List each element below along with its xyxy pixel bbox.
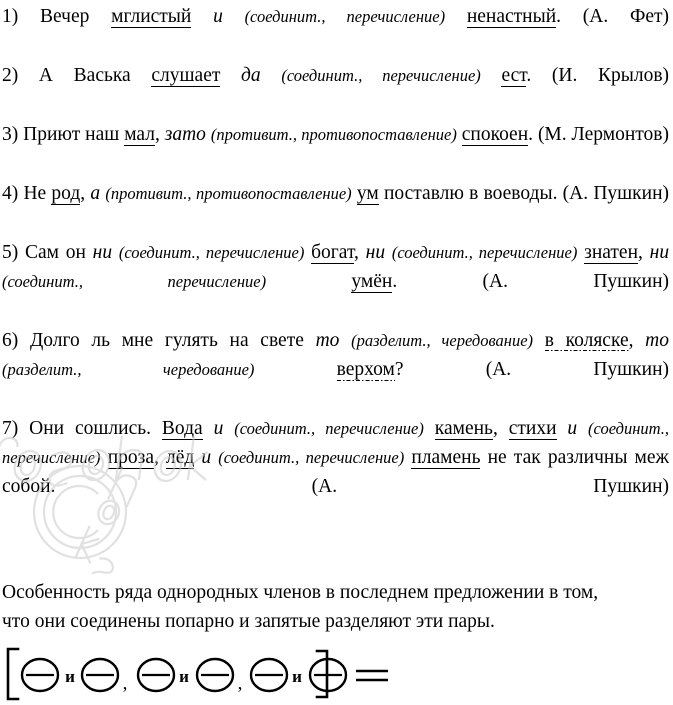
sentence-text: Сам он: [25, 241, 93, 263]
sentence-text: [220, 65, 241, 86]
explanation-line-1: Особенность ряда однородных членов в последнем предложении в том,: [2, 581, 599, 603]
sentence-text: [445, 6, 467, 27]
scheme-conjunction-1: и: [65, 666, 75, 686]
sentence-text: ,: [354, 241, 366, 263]
sentence-text: [481, 65, 502, 86]
sentence-text: ,: [153, 447, 166, 469]
scheme-member-2: [82, 659, 118, 691]
exercise-item: [2, 61, 669, 119]
conjunction-word: ни: [365, 241, 386, 263]
conjunction-word: зато: [164, 123, 206, 145]
explanation-line-2: что они соединены попарно и запятые разделяют эти пары.: [2, 611, 495, 633]
underlined-member: умён: [351, 270, 393, 292]
sentence-text: [112, 242, 119, 263]
conjunction-gloss: (соединит., перечисление): [118, 242, 305, 262]
underlined-member: род: [51, 182, 81, 204]
exercise-item: [2, 414, 669, 531]
exercise-number: 3): [2, 123, 19, 145]
sentence-text: [339, 330, 351, 351]
sentence-text: . (М. Лермонтов): [528, 123, 669, 145]
scheme-conjunction-2: и: [179, 666, 189, 686]
sentence-text: [191, 6, 213, 27]
sentence-text: Они сошлись.: [29, 417, 162, 439]
exercise-number: 1): [2, 6, 19, 27]
sentence-text: [266, 271, 351, 292]
conjunction-gloss: (разделит., чередование): [2, 359, 255, 379]
conjunction-gloss: (противит., противопоставление): [105, 183, 352, 203]
sentence-text: . (А. Пушкин): [392, 270, 670, 292]
underlined-member: богат: [311, 241, 355, 263]
sentence-text: Вечер: [39, 6, 112, 27]
scheme-predicate-symbol: [356, 671, 388, 680]
sentence-text: Долго ль мне гулять на свете: [29, 329, 316, 351]
underlined-member: стихи: [508, 417, 557, 439]
sentence-text: [577, 418, 588, 439]
sentence-text: [557, 418, 568, 439]
sentence-text: поставлю в воеводы. (А. Пушкин): [378, 182, 670, 204]
underlined-member: камень: [434, 417, 493, 439]
sentence-text: А Васька: [38, 64, 152, 86]
exercise-item: [2, 179, 669, 237]
underlined-member: слушает: [151, 64, 221, 86]
conjunction-word: то: [315, 329, 340, 351]
underlined-member: знатен: [584, 241, 639, 263]
underlined-member: мглистый: [111, 6, 192, 27]
exercise-list: [2, 2, 669, 531]
underlined-member: лёд: [165, 447, 195, 469]
underlined-member: Вода: [161, 417, 203, 439]
underlined-member: ненастный: [466, 6, 557, 27]
exercise-number: 5): [2, 241, 19, 263]
conjunction-gloss: (соединит., перечисление): [2, 418, 670, 468]
scheme-comma-1: ,: [122, 672, 128, 694]
sentence-text: не так различны меж собой. (А. Пушкин): [2, 447, 670, 498]
exercise-number: 7): [2, 417, 19, 439]
conjunction-gloss: (разделит., чередование): [351, 330, 534, 350]
sentence-text: . (А. Фет): [556, 6, 670, 27]
sentence-text: [223, 6, 245, 27]
dashdot-underlined-member: верхом: [336, 358, 395, 380]
exercise-number: 6): [2, 329, 19, 351]
underlined-member: спокоен: [461, 123, 529, 145]
sentence-text: ,: [638, 241, 650, 263]
scheme-member-5: [251, 659, 287, 691]
underlined-member: ум: [356, 182, 379, 204]
underlined-member: пламень: [411, 447, 481, 469]
conjunction-gloss: (противит., противопоставление): [210, 124, 457, 144]
conjunction-word: ни: [649, 241, 670, 263]
exercise-item: [2, 238, 669, 326]
exercise-number: 2): [2, 64, 19, 86]
exercise-number: 4): [2, 182, 19, 204]
sentence-text: ,: [492, 417, 509, 439]
conjunction-gloss: (соединит., перечисление): [391, 242, 578, 262]
sentence-text: Не: [23, 182, 52, 204]
conjunction-gloss: (соединит., перечисление): [234, 418, 424, 438]
sentence-text: ,: [80, 182, 91, 204]
conjunction-word: и: [567, 417, 578, 439]
sentence-text: Приют наш: [23, 123, 125, 145]
conjunction-word: и: [213, 6, 223, 27]
scheme-open-bracket: [8, 649, 18, 699]
scheme-member-3: [138, 659, 174, 691]
sentence-text: [424, 418, 435, 439]
explanation-block: [2, 578, 669, 637]
conjunction-word: да: [241, 64, 261, 86]
sentence-text: . (И. Крылов): [526, 64, 670, 86]
sentence-text: [533, 330, 545, 351]
sentence-text: [261, 65, 282, 86]
scheme-conjunction-3: и: [292, 666, 302, 686]
conjunction-gloss: (соединит., перечисление): [244, 7, 446, 26]
exercise-item: [2, 2, 669, 60]
scheme-member-1: [22, 659, 58, 691]
underlined-member: проза: [107, 447, 154, 469]
sentence-text: [101, 447, 108, 468]
conjunction-word: то: [645, 329, 670, 351]
dashdot-underlined-member: в коляске: [544, 329, 629, 351]
exercise-item: [2, 120, 669, 178]
conjunction-word: а: [90, 182, 101, 204]
sentence-text: ,: [154, 123, 165, 145]
sentence-text: [385, 242, 392, 263]
conjunction-word: ни: [92, 241, 113, 263]
underlined-member: ест: [501, 64, 527, 86]
conjunction-gloss: (соединит., перечисление): [218, 448, 405, 468]
conjunction-word: и: [201, 447, 212, 469]
sentence-text: [223, 418, 234, 439]
underlined-member: мал: [124, 123, 155, 145]
conjunction-gloss: (соединит., перечисление): [2, 271, 267, 291]
scheme-comma-2: ,: [237, 672, 243, 694]
scheme-member-4: [197, 659, 233, 691]
conjunction-word: и: [213, 417, 224, 439]
sentence-text: [203, 418, 214, 439]
sentence-text: ? (А. Пушкин): [394, 358, 670, 380]
sentence-text: [457, 124, 462, 145]
sentence-scheme-diagram: [4, 643, 669, 705]
sentence-text: ,: [628, 329, 646, 351]
exercise-item: [2, 326, 669, 414]
conjunction-gloss: (соединит., перечисление): [281, 65, 481, 85]
sentence-text: [254, 359, 336, 380]
